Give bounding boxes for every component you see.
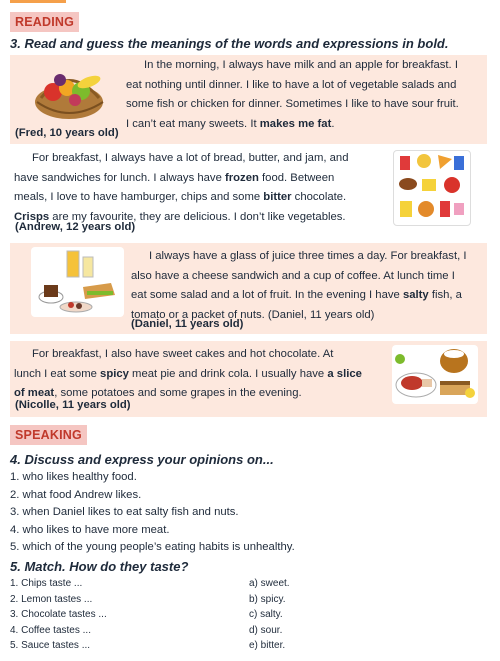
andrew-signature: (Andrew, 12 years old) (15, 221, 136, 233)
fast-food-image (393, 150, 471, 226)
daniel-line-3a: eat some salad and a lot of fruit. In the evening I have (131, 289, 403, 301)
task4-item: 4. who likes to have more meat. (10, 523, 170, 536)
task5-right-item: d) sour. (249, 624, 283, 636)
reading-label: READING (10, 12, 79, 32)
andrew-text (14, 149, 394, 227)
andrew-line-2a: have sandwiches for lunch. I always have (14, 171, 225, 184)
bold-spicy: spicy (100, 367, 129, 380)
speaking-label: SPEAKING (10, 425, 87, 445)
task4-list (10, 469, 295, 557)
task4-item: 1. who likes healthy food. (10, 471, 137, 483)
task5-left-item: 3. Chocolate tastes ... (10, 609, 107, 621)
meat-and-cakes-image (392, 345, 478, 404)
andrew-line-2b: food. Between (258, 171, 335, 184)
nicolle-line-2b: meat pie and drink cola. I usually have (128, 367, 328, 380)
bold-makes-me-fat: makes me fat (259, 117, 332, 130)
nicolle-text (14, 345, 394, 404)
andrew-line-3a: meals, I love to have hamburger, chips and some (14, 191, 264, 203)
bold-salty: salty (402, 289, 429, 301)
nicolle-line-1: For breakfast, I also have sweet cakes and hot chocolate. At (32, 348, 334, 360)
task3-heading: 3. Read and guess the meanings of the words and expressions in bold. (10, 36, 449, 51)
bold-frozen: frozen (225, 171, 259, 184)
task5-right-item: e) bitter. (249, 640, 286, 652)
task5-right-item: a) sweet. (249, 578, 290, 589)
daniel-text (131, 247, 487, 325)
fred-text (126, 56, 482, 134)
daniel-signature: (Daniel, 11 years old) (131, 318, 244, 330)
fred-line-4: I can’t eat many sweets. It (126, 117, 260, 130)
daniel-line-1: I always have a glass of juice three times a day. For breakfast, I (149, 250, 467, 262)
task5-right-item: c) salty. (249, 609, 283, 621)
task5-left-item: 4. Coffee tastes ... (10, 624, 91, 636)
task5-left-item: 5. Sauce tastes ... (10, 640, 91, 652)
fred-signature: (Fred, 10 years old) (15, 127, 119, 139)
andrew-line-4b: are my favourite, they are delicious. I don’t like vegetables. (49, 210, 346, 223)
task5-right-column (249, 576, 290, 654)
bold-a-slice: a slice (327, 367, 362, 380)
task4-heading: 4. Discuss and express your opinions on... (10, 452, 274, 467)
fruit-basket-image (31, 58, 108, 125)
task5-left-item: 1. Chips taste ... (10, 578, 83, 589)
task5-left-column (10, 576, 107, 654)
nicolle-line-3b: , some potatoes and some grapes in the evening. (54, 387, 302, 399)
fred-line-3: some fish or chicken for dinner. Sometimes I like to have sour fruit. (126, 98, 459, 110)
daniel-line-2: also have a cheese sandwich and a cup of coffee. At lunch time I (131, 269, 455, 282)
bold-of-meat: of meat (14, 387, 55, 399)
task5-left-item: 2. Lemon tastes ... (10, 593, 93, 605)
fred-line-2: eat nothing until dinner. I like to have a lot of vegetable salads and (126, 78, 457, 91)
task4-item: 3. when Daniel likes to eat salty fish and nuts. (10, 506, 239, 518)
task4-item: 2. what food Andrew likes. (10, 488, 142, 501)
fred-line-1: In the morning, I always have milk and an apple for breakfast. I (144, 59, 458, 71)
nicolle-signature: (Nicolle, 11 years old) (15, 399, 131, 411)
breakfast-image (31, 247, 124, 317)
top-accent-bar (10, 0, 66, 3)
task5-heading: 5. Match. How do they taste? (10, 559, 189, 574)
task5-right-item: b) spicy. (249, 593, 286, 605)
andrew-line-3b: chocolate. (291, 191, 347, 203)
task4-item: 5. which of the young people’s eating habits is unhealthy. (10, 541, 295, 553)
fred-line-4-end: . (331, 117, 335, 130)
daniel-line-3b: fish, a (428, 289, 462, 301)
andrew-line-1: For breakfast, I always have a lot of bread, butter, and jam, and (32, 152, 349, 164)
bold-crisps: Crisps (14, 210, 50, 223)
daniel-line-4: tomato or a packet of nuts. (Daniel, 11 years old) (131, 308, 375, 321)
nicolle-line-2a: lunch I eat some (14, 367, 101, 380)
bold-bitter: bitter (263, 191, 292, 203)
